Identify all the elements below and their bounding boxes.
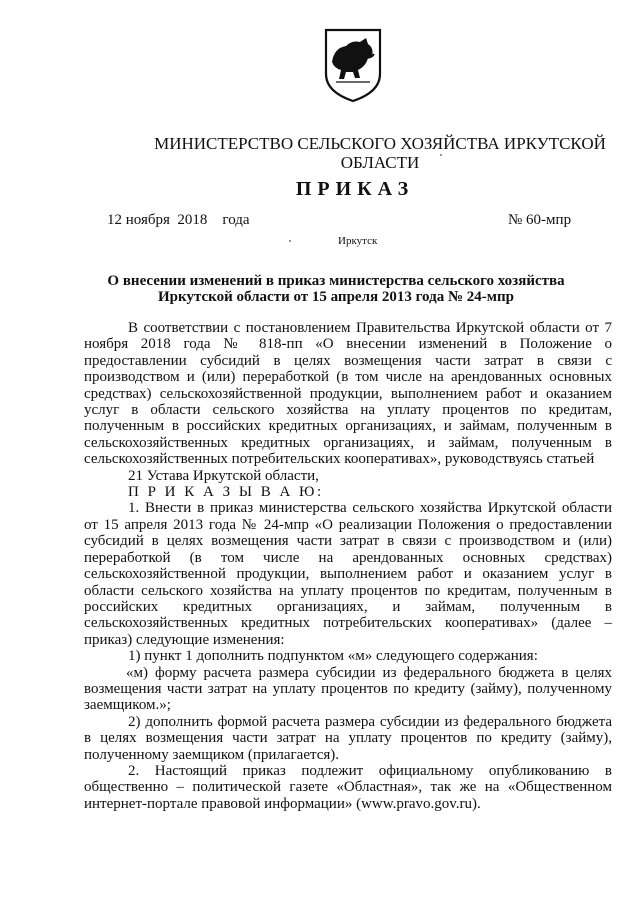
document-city: Иркутск bbox=[338, 235, 378, 247]
item-1-m: «м) форму расчета размера субсидии из федерального бюджета в целях возмещения части затрат на уплату процентов по кредиту (займу), полученному заемщиком.»; bbox=[84, 664, 612, 714]
document-body bbox=[84, 320, 612, 812]
coat-of-arms-icon bbox=[322, 26, 384, 104]
ministry-name: МИНИСТЕРСТВО СЕЛЬСКОГО ХОЗЯЙСТВА ИРКУТСКОЙ ОБЛАСТИ bbox=[154, 134, 606, 172]
intro-paragraph: В соответствии с постановлением Правительства Иркутской области от 7 ноября 2018 года № 818-пп «О внесении изменений в Положение о предоставлении субсидий в целях возмещения части затрат в связи с производством и (или) переработкой (в том числе на арендованных основных средствах) сельскохозяйственной продукции, выполнением работ и оказанием услуг в области сельского хозяйства на уплату процентов по кредитам, полученным в российских кредитных организациях, и займам, полученным в сельскохозяйственных кредитных организациях, и займам, полученным в сельскохозяйственных потребительских кооперативах», руководствуясь статьей bbox=[84, 320, 612, 468]
document-date: 12 ноября 2018 года bbox=[107, 212, 250, 228]
item-2: 2. Настоящий приказ подлежит официальному опубликованию в общественно – политической газете «Областная», так же на «Общественном интернет-портале правовой информации» (www.pravo.gov.ru). bbox=[84, 762, 612, 812]
document-number: № 60-мпр bbox=[508, 212, 572, 228]
orders-heading: П Р И К А З Ы В А Ю: bbox=[128, 484, 324, 501]
charter-line: 21 Устава Иркутской области, bbox=[128, 467, 319, 484]
document-type: ПРИКАЗ bbox=[295, 178, 415, 200]
item-1-1: 1) пункт 1 дополнить подпунктом «м» следующего содержания: bbox=[128, 648, 538, 665]
scan-speck bbox=[440, 154, 442, 156]
item-1-2: 2) дополнить формой расчета размера субсидии из федерального бюджета в целях возмещения части затрат на уплату процентов по кредиту (займу), полученному заемщиком (прилагается). bbox=[84, 713, 612, 763]
item-1: 1. Внести в приказ министерства сельского хозяйства Иркутской области от 15 апреля 2013 года № 24-мпр «О реализации Положения о предоставлении субсидий в целях возмещения части затрат в связи с производством и (или) переработкой (в том числе на арендованных основных средствах) сельскохозяйственной продукции, выполнением работ и оказанием услуг в области сельского хозяйства на уплату процентов по кредитам, полученным в российских кредитных организациях, и займам, полученным в сельскохозяйственных кредитных потребительских кооперативах» (далее – приказ) следующие изменения: bbox=[84, 500, 612, 648]
scan-speck bbox=[289, 240, 291, 242]
document-title: О внесении изменений в приказ министерства сельского хозяйства Иркутской области от 15 апреля 2013 года № 24-мпр bbox=[107, 273, 565, 305]
